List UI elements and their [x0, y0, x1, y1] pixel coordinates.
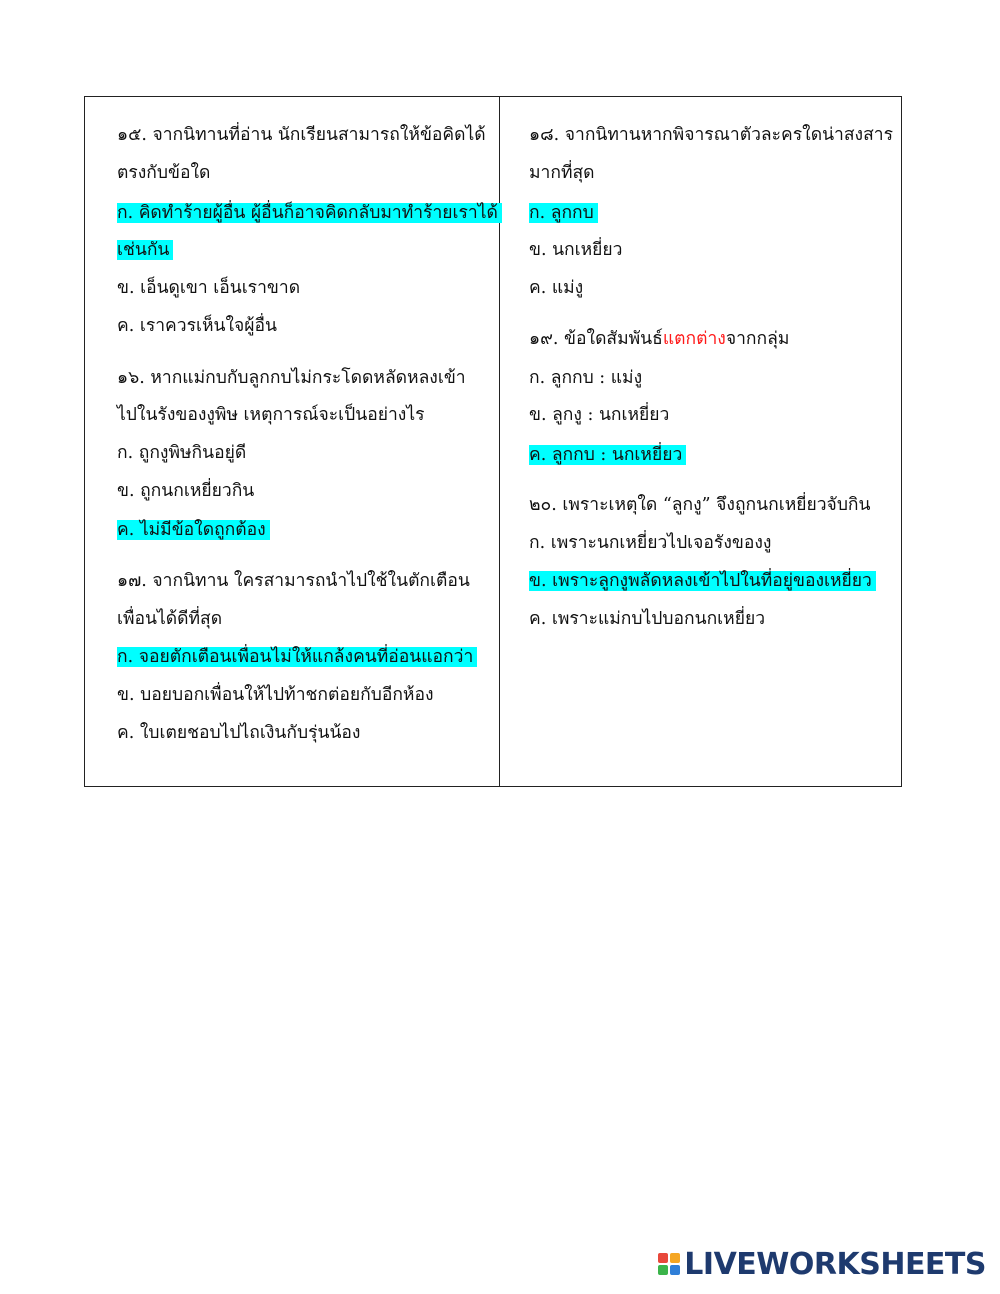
question-16-text-line2: ไปในรังของงูพิษ เหตุการณ์จะเป็นอย่างไร	[117, 405, 425, 425]
q17-choice-c[interactable]: ค. ใบเตยชอบไปไถเงินกับรุ่นน้อง	[117, 723, 361, 743]
q17-choice-a-highlight: ก. จอยตักเตือนเพื่อนไม่ให้แกล้งคนที่อ่อนแอกว่า	[117, 647, 477, 667]
q15-choice-a-highlight: ก. คิดทำร้ายผู้อื่น ผู้อื่นก็อาจคิดกลับมาทำร้ายเราได้	[117, 203, 502, 223]
q20-choice-a[interactable]: ก. เพราะนกเหยี่ยวไปเจอรังของงู	[529, 533, 772, 553]
q15-choice-a-highlight-2: เช่นกัน	[117, 240, 173, 260]
q20-choice-b-highlight: ข. เพราะลูกงูพลัดหลงเข้าไปในที่อยู่ของเหยี่ยว	[529, 571, 876, 591]
q15-choice-a-line2[interactable]	[117, 233, 173, 267]
question-18-text-line1: ๑๘. จากนิทานหากพิจารณาตัวละครใดน่าสงสาร	[529, 125, 893, 145]
q20-choice-b[interactable]	[529, 564, 876, 598]
q19-text-suffix: จากกลุ่ม	[725, 329, 790, 349]
q20-choice-c[interactable]: ค. เพราะแม่กบไปบอกนกเหยี่ยว	[529, 609, 766, 629]
q19-choice-c-highlight: ค. ลูกกบ : นกเหยี่ยว	[529, 445, 686, 465]
q19-text-prefix: ๑๙. ข้อใดสัมพันธ์	[529, 329, 663, 349]
q16-choice-c-highlight: ค. ไม่มีข้อใดถูกต้อง	[117, 520, 270, 540]
q15-choice-a-line1[interactable]	[117, 196, 502, 230]
q16-choice-a[interactable]: ก. ถูกงูพิษกินอยู่ดี	[117, 443, 247, 463]
q16-choice-c[interactable]	[117, 513, 270, 547]
question-15-text-line2: ตรงกับข้อใด	[117, 163, 211, 183]
q19-choice-c[interactable]	[529, 438, 686, 472]
q19-text-emphasis: แตกต่าง	[662, 329, 726, 349]
liveworksheets-logo	[658, 1244, 986, 1284]
q19-choice-b[interactable]: ข. ลูกงู : นกเหยี่ยว	[529, 405, 670, 425]
q18-choice-c[interactable]: ค. แม่งู	[529, 278, 584, 298]
q19-choice-a[interactable]: ก. ลูกกบ : แม่งู	[529, 368, 643, 388]
liveworksheets-logo-icon	[658, 1253, 680, 1275]
q15-choice-c[interactable]: ค. เราควรเห็นใจผู้อื่น	[117, 316, 277, 336]
q18-choice-b[interactable]: ข. นกเหยี่ยว	[529, 240, 623, 260]
q16-choice-b[interactable]: ข. ถูกนกเหยี่ยวกิน	[117, 481, 255, 501]
liveworksheets-logo-text: LIVEWORKSHEETS	[684, 1246, 986, 1282]
question-20-text: ๒๐. เพราะเหตุใด “ลูกงู” จึงถูกนกเหยี่ยวจับกิน	[529, 495, 871, 515]
worksheet-frame	[84, 96, 902, 787]
q15-choice-b[interactable]: ข. เอ็นดูเขา เอ็นเราขาด	[117, 278, 301, 298]
question-18-text-line2: มากที่สุด	[529, 163, 595, 183]
q17-choice-a[interactable]	[117, 640, 477, 674]
question-19-text	[529, 322, 789, 356]
q17-choice-b[interactable]: ข. บอยบอกเพื่อนให้ไปท้าชกต่อยกับอีกห้อง	[117, 685, 434, 705]
question-15-text-line1: ๑๕. จากนิทานที่อ่าน นักเรียนสามารถให้ข้อคิดได้	[117, 125, 486, 145]
question-16-text-line1: ๑๖. หากแม่กบกับลูกกบไม่กระโดดหลัดหลงเข้า	[117, 368, 466, 388]
q18-choice-a-highlight: ก. ลูกกบ	[529, 203, 598, 223]
question-17-text-line2: เพื่อนได้ดีที่สุด	[117, 609, 223, 629]
question-17-text-line1: ๑๗. จากนิทาน ใครสามารถนำไปใช้ในตักเตือน	[117, 571, 470, 591]
q18-choice-a[interactable]	[529, 196, 598, 230]
